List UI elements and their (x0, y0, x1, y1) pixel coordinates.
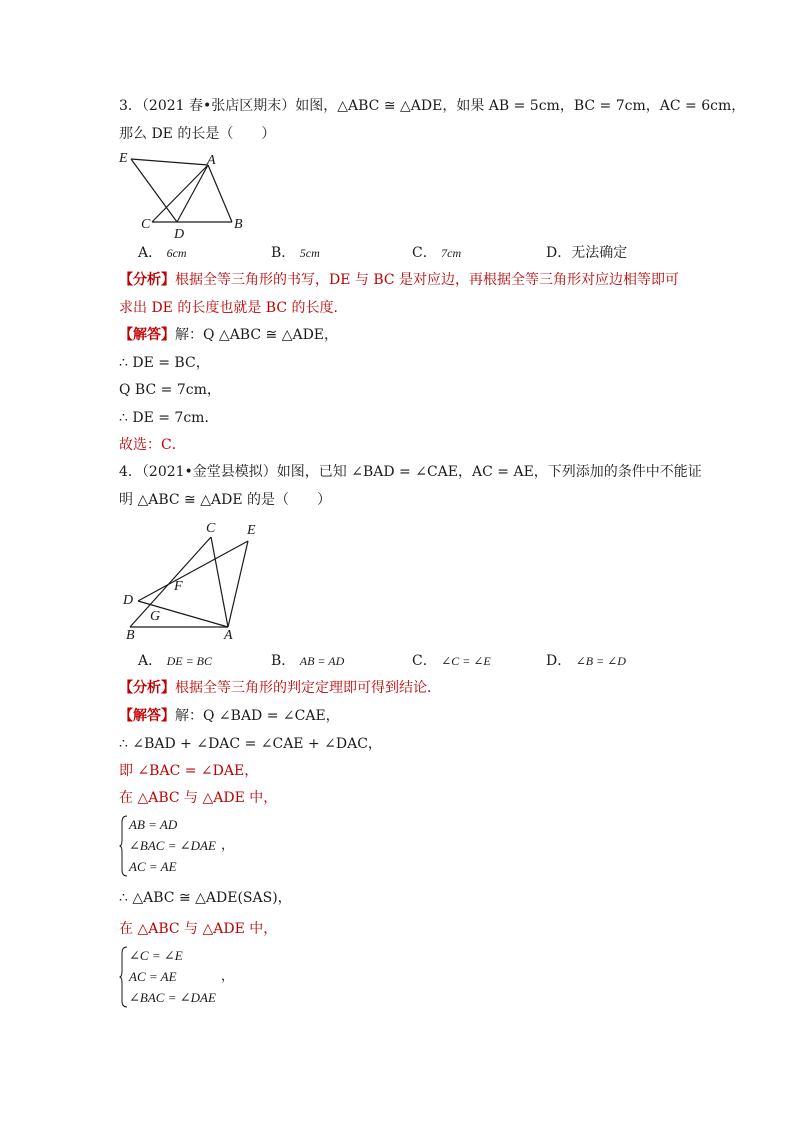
q3-stem-line2: 那么 DE 的长是（ ） (119, 126, 276, 142)
q4-stem-line2: 明 △ABC ≅ △ADE 的是（ ） (119, 492, 331, 508)
q3-answer-line3: Q BC = 7cm， (119, 382, 221, 398)
q3-option-a: A． 6cm (138, 245, 187, 261)
q4-system-1 (119, 814, 319, 880)
system-1-row-1: AB = AD (129, 817, 178, 832)
q4-answer-line2: ∴ ∠BAD + ∠DAC = ∠CAE + ∠DAC， (119, 736, 382, 752)
q4-seg-EA (228, 541, 248, 627)
system-2-row-1: ∠C = ∠E (129, 948, 183, 963)
q4-option-d: D． ∠B = ∠D (546, 653, 626, 669)
q4-seg-DE (138, 541, 248, 601)
q4-option-a: A． DE = BC (138, 653, 213, 669)
q4-seg-CA (211, 537, 228, 627)
q3-label-C: C (141, 217, 151, 232)
q4-answer-line1: 【解答】解：Q ∠BAD = ∠CAE， (119, 708, 340, 724)
q4-label-F: F (174, 579, 183, 594)
system-1-tail: ， (221, 838, 235, 853)
q4-system-2 (119, 945, 319, 1011)
q4-figure (118, 515, 268, 643)
q3-analysis-line1: 【分析】根据全等三角形的书写，DE 与 BC 是对应边，再根据全等三角形对应边相等即可 (119, 272, 680, 288)
q3-figure (114, 146, 254, 240)
brace-icon (119, 945, 129, 1009)
q4-stem-line1: 4．（2021•金堂县模拟）如图，已知 ∠BAD = ∠CAE，AC = AE，下列添加的条件中不能证 (119, 464, 702, 480)
q4-label-A: A (224, 628, 233, 643)
q4-label-B: B (126, 628, 135, 643)
q3-seg-AC (152, 165, 208, 222)
q3-seg-ED (131, 159, 177, 222)
q4-label-E: E (247, 523, 256, 538)
q4-answer-line6: 在 △ABC 与 △ADE 中， (119, 921, 278, 937)
q3-seg-AB (208, 165, 232, 222)
system-2-tail: ， (221, 969, 235, 984)
q4-label-C: C (206, 521, 216, 536)
q4-seg-BC (130, 537, 211, 627)
system-2-row-3: ∠BAC = ∠DAE (129, 990, 216, 1005)
q4-label-D: D (123, 593, 134, 608)
q3-answer-line4: ∴ DE = 7cm． (119, 410, 219, 426)
system-1-row-3: AC = AE (129, 859, 177, 874)
q4-answer-line3: 即 ∠BAC = ∠DAE， (119, 763, 259, 779)
q4-analysis-line1: 【分析】根据全等三角形的判定定理即可得到结论． (119, 680, 441, 696)
q3-answer-line2: ∴ DE = BC， (119, 355, 210, 371)
system-2-row-2: AC = AE (129, 969, 177, 984)
q3-option-d: D．无法确定 (546, 245, 628, 261)
q4-answer-line4: 在 △ABC 与 △ADE 中， (119, 790, 278, 806)
q4-answer-line5: ∴ △ABC ≅ △ADE(SAS)， (119, 890, 292, 906)
q3-label-B: B (234, 217, 243, 232)
q3-seg-EA (131, 159, 208, 165)
q3-seg-AD (177, 165, 208, 222)
q3-answer-line1: 【解答】解：Q △ABC ≅ △ADE， (119, 327, 339, 343)
q3-label-E: E (119, 151, 128, 166)
brace-icon (119, 814, 129, 878)
system-1-row-2: ∠BAC = ∠DAE (129, 838, 216, 853)
q3-choose: 故选：C． (119, 437, 186, 453)
q3-label-A: A (207, 153, 216, 168)
q4-option-c: C． ∠C = ∠E (412, 653, 491, 669)
q3-label-D: D (174, 227, 185, 240)
q3-option-c: C． 7cm (412, 245, 462, 261)
q3-analysis-line2: 求出 DE 的长度也就是 BC 的长度． (119, 300, 348, 316)
q3-stem-line1: 3．（2021 春•张店区期末）如图，△ABC ≅ △ADE，如果 AB = 5cm，BC = 7cm，AC = 6cm， (119, 98, 746, 114)
q4-label-G: G (150, 609, 161, 624)
q3-option-b: B． 5cm (271, 245, 320, 261)
q4-option-b: B． AB = AD (271, 653, 345, 669)
